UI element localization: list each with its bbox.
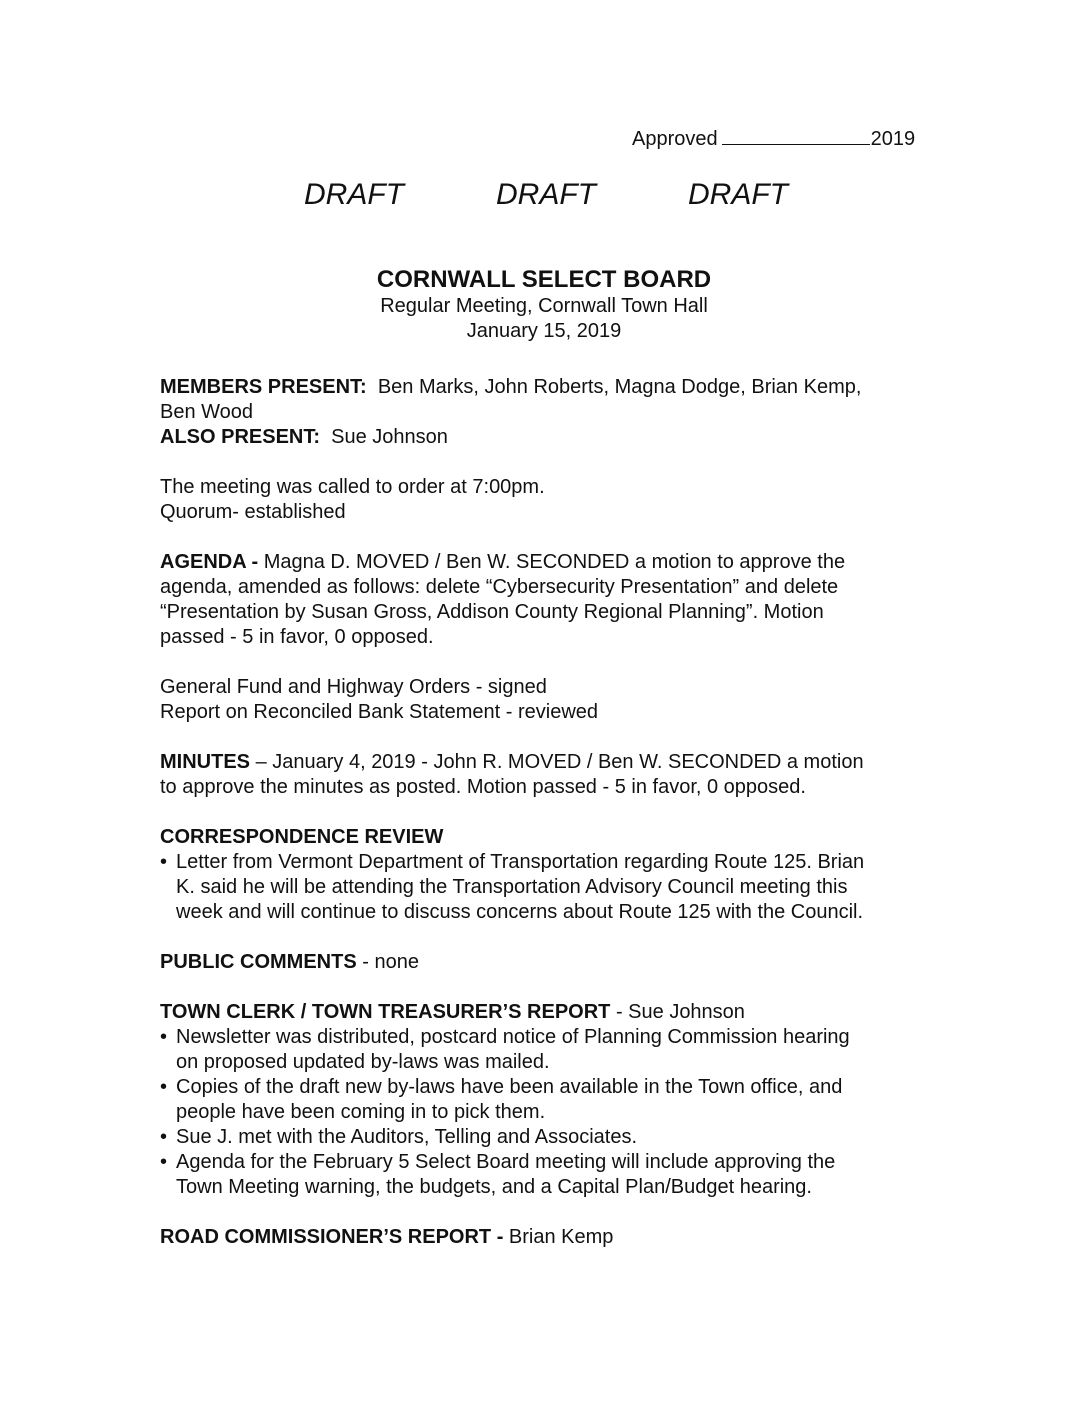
correspondence-list (160, 850, 940, 925)
public-comments-label: PUBLIC COMMENTS (160, 951, 357, 973)
board-title: CORNWALL SELECT BOARD (376, 266, 712, 293)
draft-mark: DRAFT (496, 178, 596, 211)
clerk-report-value: - Sue Johnson (615, 1001, 745, 1023)
correspondence-heading (160, 825, 940, 850)
agenda-text-line: passed - 5 in favor, 0 opposed. (160, 626, 434, 648)
road-report-heading (160, 1225, 940, 1250)
approval-line (632, 128, 915, 151)
also-present (160, 425, 940, 450)
correspondence-heading-text: CORRESPONDENCE REVIEW (160, 826, 444, 848)
minutes-section (160, 750, 940, 775)
list-item-line: • Copies of the draft new by-laws have been available in the Town office, and (176, 1076, 843, 1098)
agenda-text: Magna D. MOVED / Ben W. SECONDED a motion to approve the (263, 551, 846, 573)
draft-mark: DRAFT (688, 178, 788, 211)
list-item (160, 850, 940, 925)
list-item-line: Town Meeting warning, the budgets, and a Capital Plan/Budget hearing. (176, 1176, 812, 1198)
list-item-line: people have been coming in to pick them. (176, 1101, 546, 1123)
minutes-label: MINUTES (160, 751, 250, 773)
minutes-text: – January 4, 2019 - John R. MOVED / Ben W. SECONDED a motion (255, 751, 864, 773)
list-item-line: • Agenda for the February 5 Select Board meeting will include approving the (176, 1151, 836, 1173)
bank-statement: Report on Reconciled Bank Statement - reviewed (160, 701, 599, 723)
list-item (160, 1075, 940, 1125)
road-report-value: Brian Kemp (508, 1226, 614, 1248)
members-present (160, 375, 940, 400)
list-item-line: K. said he will be attending the Transportation Advisory Council meeting this (176, 876, 848, 898)
approved-year: 2019 (870, 128, 916, 150)
draft-mark: DRAFT (304, 178, 404, 211)
also-present-value: Sue Johnson (331, 426, 448, 448)
members-list: Ben Marks, John Roberts, Magna Dodge, Brian Kemp, (377, 376, 862, 398)
agenda-label: AGENDA - (160, 551, 259, 573)
list-item-line: • Sue J. met with the Auditors, Telling and Associates. (176, 1126, 637, 1148)
clerk-report-heading (160, 1000, 940, 1025)
approval-blank (722, 130, 870, 145)
list-item-line: • Letter from Vermont Department of Transportation regarding Route 125. Brian (176, 851, 865, 873)
minutes-text-line: to approve the minutes as posted. Motion passed - 5 in favor, 0 opposed. (160, 776, 806, 798)
list-item-line: week and will continue to discuss concerns about Route 125 with the Council. (176, 901, 864, 923)
clerk-report-list (160, 1025, 940, 1200)
quorum: Quorum- established (160, 501, 346, 523)
agenda-text-line: “Presentation by Susan Gross, Addison County Regional Planning”. Motion (160, 601, 824, 623)
minutes-body (160, 375, 940, 1250)
list-item (160, 1125, 940, 1150)
list-item-line: • Newsletter was distributed, postcard notice of Planning Commission hearing (176, 1026, 850, 1048)
public-comments (160, 950, 940, 975)
public-comments-value: - none (362, 951, 419, 973)
agenda-section (160, 550, 940, 575)
list-item (160, 1025, 940, 1075)
orders-signed: General Fund and Highway Orders - signed (160, 676, 547, 698)
call-to-order: The meeting was called to order at 7:00pm. (160, 476, 545, 498)
members-list-continued: Ben Wood (160, 401, 254, 423)
title-block (0, 266, 1088, 344)
road-report-label: ROAD COMMISSIONER’S REPORT - (160, 1226, 504, 1248)
also-present-label: ALSO PRESENT: (160, 426, 321, 448)
meeting-date: January 15, 2019 (466, 320, 622, 342)
approved-label: Approved (632, 128, 718, 150)
meeting-subtitle: Regular Meeting, Cornwall Town Hall (380, 295, 708, 317)
list-item-line: on proposed updated by-laws was mailed. (176, 1051, 550, 1073)
members-label: MEMBERS PRESENT: (160, 376, 367, 398)
list-item (160, 1150, 940, 1200)
clerk-report-label: TOWN CLERK / TOWN TREASURER’S REPORT (160, 1001, 611, 1023)
agenda-text-line: agenda, amended as follows: delete “Cybersecurity Presentation” and delete (160, 576, 839, 598)
